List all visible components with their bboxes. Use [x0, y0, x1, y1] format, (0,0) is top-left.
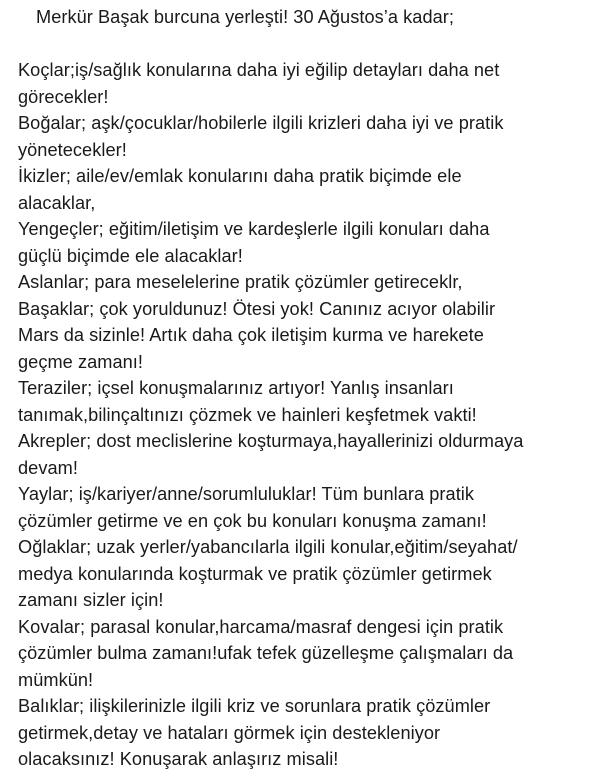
document-body: [18, 4, 594, 773]
text-line: tanımak,bilinçaltınızı çözmek ve hainleri keşfetmek vakti!: [18, 404, 477, 425]
text-line: alacaklar,: [18, 192, 96, 213]
text-line: geçme zamanı!: [18, 351, 143, 372]
text-line: çözümler getirme ve en çok bu konuları konuşma zamanı!: [18, 510, 487, 531]
text-line: Koçlar;iş/sağlık konularına daha iyi eğilip detayları daha net: [18, 60, 500, 80]
text-line: Teraziler; içsel konuşmalarınız artıyor! Yanlış insanları: [18, 378, 454, 398]
text-line: medya konularında koşturmak ve pratik çözümler getirmek: [18, 563, 492, 584]
document-title: Merkür Başak burcuna yerleşti! 30 Ağustos’a kadar;: [36, 7, 454, 27]
text-line: olacaksınız! Konuşarak anlaşırız misali!: [18, 749, 339, 769]
text-line: mümkün!: [18, 669, 94, 690]
text-line: Kovalar; parasal konular,harcama/masraf dengesi için pratik: [18, 616, 504, 637]
text-line: Akrepler; dost meclislerine koşturmaya,hayallerinizi oldurmaya: [18, 431, 524, 451]
text-line: Yaylar; iş/kariyer/anne/sorumluluklar! Tüm bunlara pratik: [18, 484, 475, 504]
text-line: çözümler bulma zamanı!ufak tefek güzelleşme çalışmaları da: [18, 643, 514, 663]
text-line: Başaklar; çok yoruldunuz! Ötesi yok! Canınız acıyor olabilir: [18, 298, 496, 319]
text-line: güçlü biçimde ele alacaklar!: [18, 245, 243, 266]
text-line: getirmek,detay ve hataları görmek için destekleniyor: [18, 722, 441, 743]
text-line: Mars da sizinle! Artık daha çok iletişim kurma ve harekete: [18, 325, 484, 345]
text-line: görecekler!: [18, 86, 109, 107]
text-line: zamanı sizler için!: [18, 590, 164, 610]
text-line: İkizler; aile/ev/emlak konularını daha pratik biçimde ele: [18, 166, 462, 186]
text-line: yönetecekler!: [18, 139, 127, 160]
text-line: Aslanlar; para meselelerine pratik çözümler getireceklr,: [18, 272, 463, 292]
text-line: Oğlaklar; uzak yerler/yabancılarla ilgili konular,eğitim/seyahat/: [18, 537, 518, 557]
text-line: Balıklar; ilişkilerinizle ilgili kriz ve sorunlara pratik çözümler: [18, 696, 491, 716]
blank-line: [18, 31, 594, 58]
text-line: Boğalar; aşk/çocuklar/hobilerle ilgili krizleri daha iyi ve pratik: [18, 113, 504, 133]
text-line: devam!: [18, 457, 78, 478]
text-line: Yengeçler; eğitim/iletişim ve kardeşlerle ilgili konuları daha: [18, 219, 490, 239]
